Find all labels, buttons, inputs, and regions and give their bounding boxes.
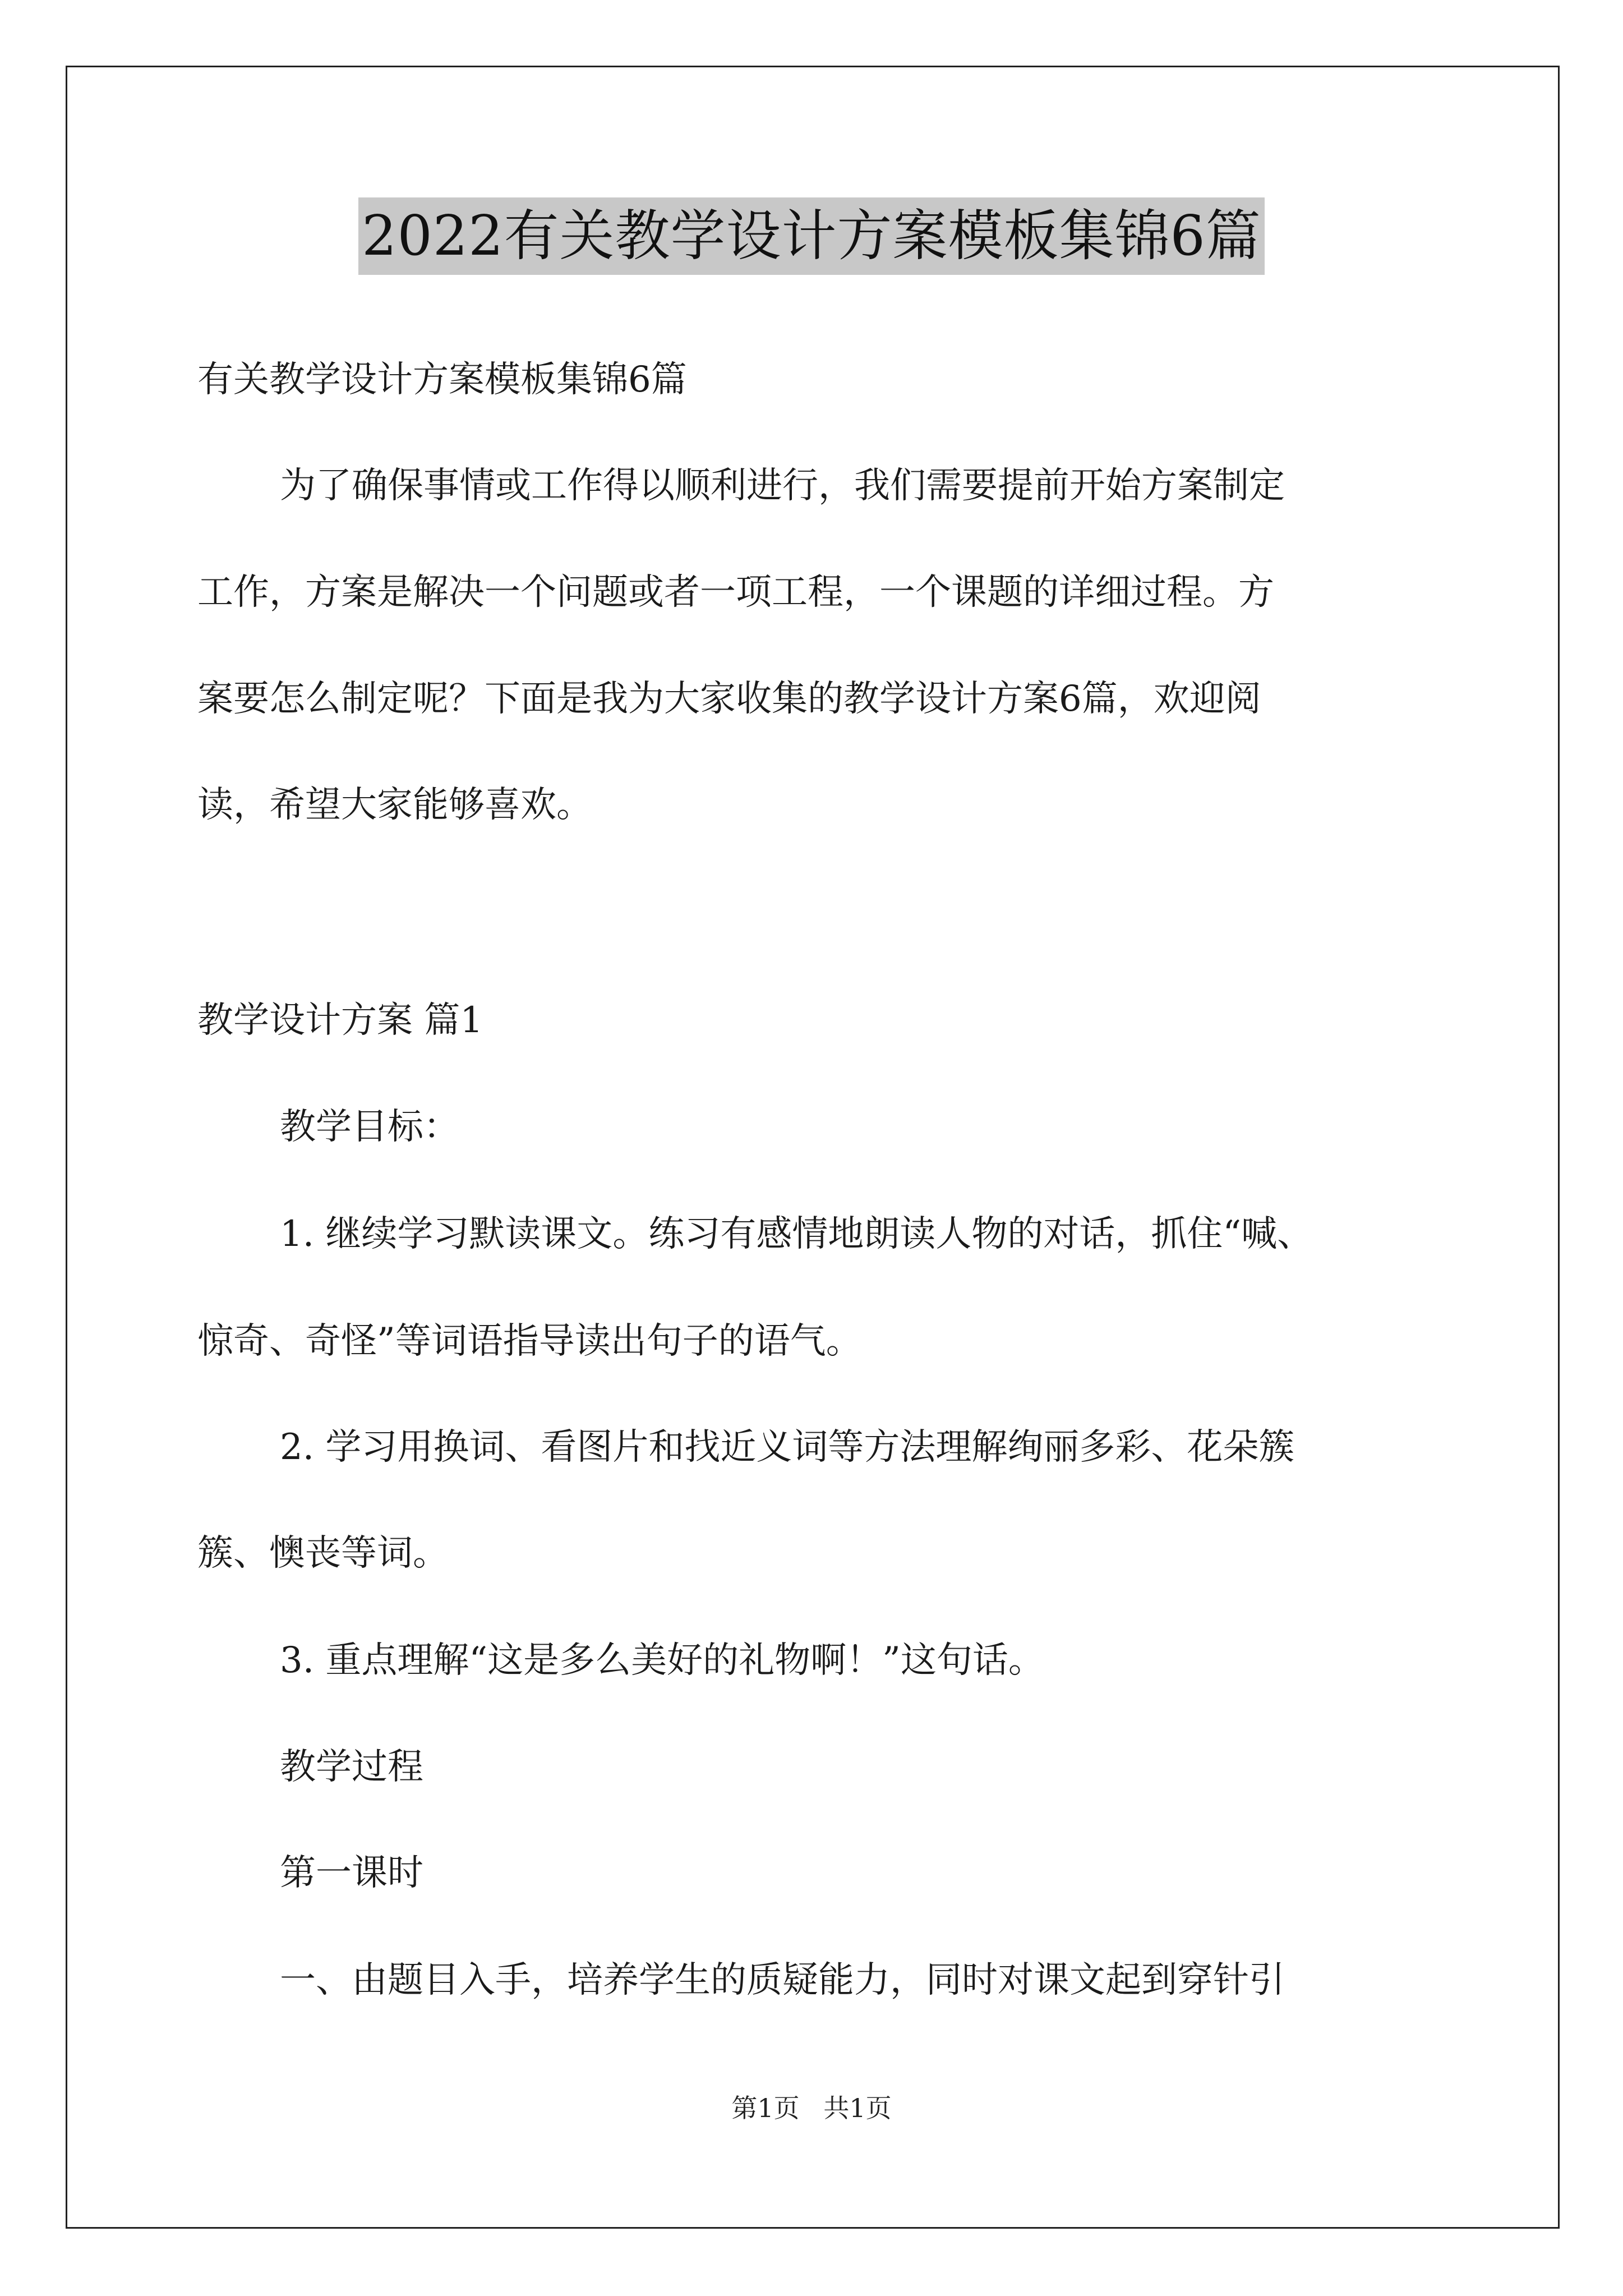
goal-line-5: 3. 重点理解“这是多么美好的礼物啊！”这句话。 (280, 1640, 1044, 1681)
goal-line-2: 惊奇、奇怪”等词语指导读出句子的语气。 (197, 1320, 862, 1362)
page-total: 共1页 (823, 2093, 892, 2123)
title-container (0, 197, 1623, 275)
goal-line-1: 1. 继续学习默读课文。练习有感情地朗读人物的对话，抓住“喊、 (280, 1213, 1313, 1255)
section-heading: 教学设计方案 篇1 (197, 1000, 483, 1041)
subtitle: 有关教学设计方案模板集锦6篇 (197, 359, 687, 401)
process-heading: 教学过程 (280, 1746, 423, 1788)
page-footer (0, 2091, 1623, 2125)
goals-heading: 教学目标： (280, 1106, 459, 1148)
intro-line-1: 为了确保事情或工作得以顺利进行，我们需要提前开始方案制定 (280, 465, 1285, 507)
document-title: 2022有关教学设计方案模板集锦6篇 (358, 197, 1265, 275)
intro-line-2: 工作，方案是解决一个问题或者一项工程，一个课题的详细过程。方 (197, 572, 1274, 613)
last-line: 一、由题目入手，培养学生的质疑能力，同时对课文起到穿针引 (280, 1959, 1285, 2001)
lesson-heading: 第一课时 (280, 1852, 423, 1894)
intro-line-4: 读，希望大家能够喜欢。 (197, 784, 592, 826)
intro-line-3: 案要怎么制定呢？下面是我为大家收集的教学设计方案6篇，欢迎阅 (197, 678, 1261, 720)
page-number: 第1页 (731, 2093, 800, 2123)
goal-line-4: 簇、懊丧等词。 (197, 1533, 449, 1574)
goal-line-3: 2. 学习用换词、看图片和找近义词等方法理解绚丽多彩、花朵簇 (280, 1427, 1295, 1468)
